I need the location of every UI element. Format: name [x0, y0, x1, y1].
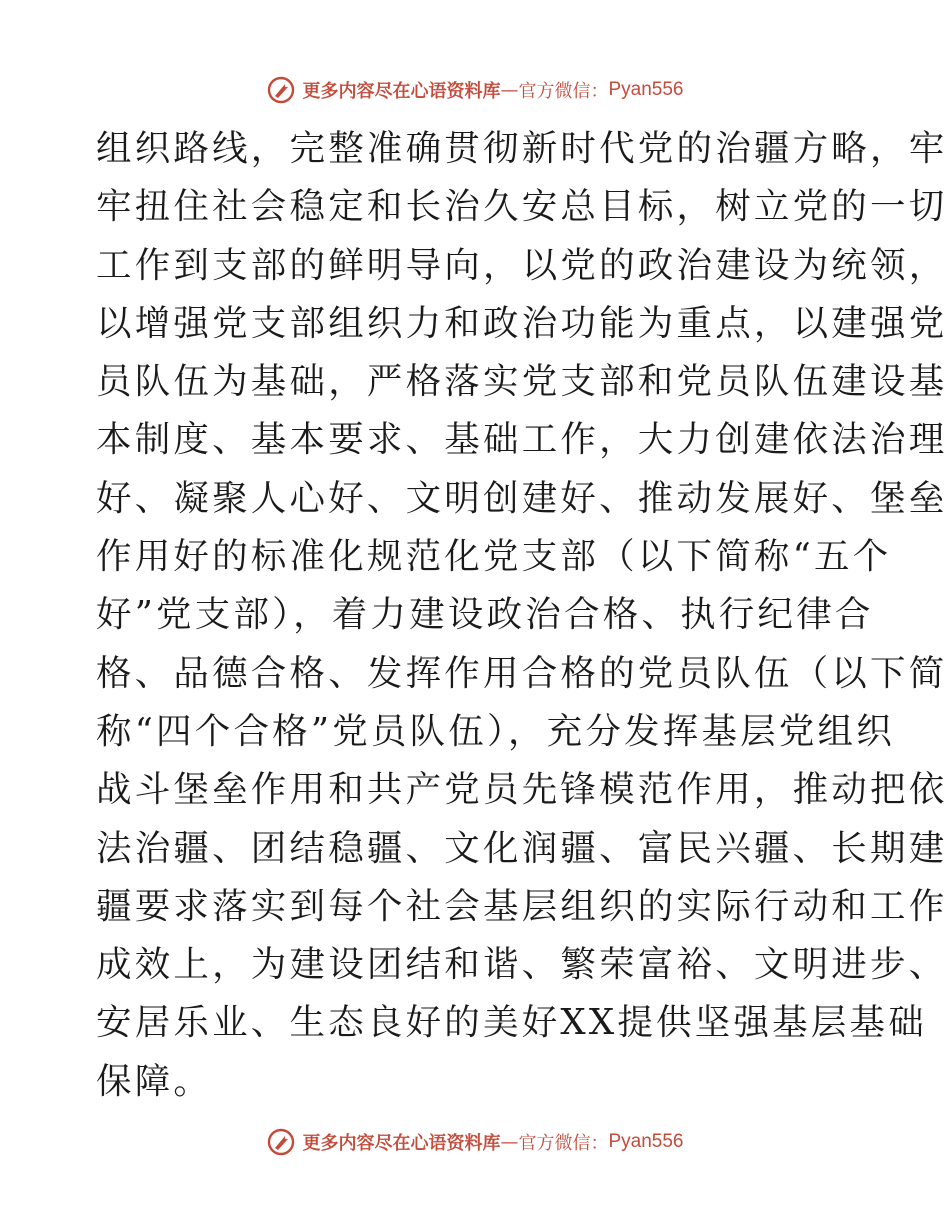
body-line: 好、凝聚人心好、文明创建好、推动发展好、堡垒 [96, 477, 948, 519]
body-line: 战斗堡垒作用和共产党员先锋模范作用，推动把依 [96, 769, 948, 811]
body-line: 作用好的标准化规范化党支部（以下简称“五个 [96, 536, 892, 578]
watermark-dash: — [500, 79, 519, 101]
body-line: 安居乐业、生态良好的美好XX提供坚强基层基础 [96, 1002, 927, 1044]
watermark-site-name: 更多内容尽在心语资料库 [302, 1133, 501, 1154]
body-line: 以增强党支部组织力和政治功能为重点，以建强党 [96, 302, 948, 344]
watermark-dash: — [500, 1131, 519, 1153]
footer-watermark [0, 1122, 950, 1162]
document-body [96, 120, 948, 1111]
body-line: 本制度、基本要求、基础工作，大力创建依法治理 [96, 419, 948, 461]
body-line: 称“四个合格”党员队伍），充分发挥基层党组织 [96, 710, 895, 752]
body-line: 法治疆、团结稳疆、文化润疆、富民兴疆、长期建 [96, 827, 948, 869]
watermark-wechat-label: 官方微信： [518, 81, 609, 102]
watermark-wechat-label: 官方微信： [518, 1133, 609, 1154]
body-line: 组织路线，完整准确贯彻新时代党的治疆方略，牢 [96, 128, 948, 169]
pen-nib-circle-icon [266, 1127, 296, 1157]
body-line: 员队伍为基础，严格落实党支部和党员队伍建设基 [96, 361, 948, 403]
body-line: 牢扭住社会稳定和长治久安总目标，树立党的一切 [96, 186, 948, 228]
body-line: 保障。 [96, 1060, 213, 1102]
watermark-site-name: 更多内容尽在心语资料库 [302, 81, 501, 102]
body-line: 好”党支部），着力建设政治合格、执行纪律合 [96, 594, 874, 636]
header-watermark [0, 70, 950, 110]
watermark-wechat-id: Pyan556 [608, 1131, 684, 1152]
body-line: 疆要求落实到每个社会基层组织的实际行动和工作 [96, 885, 948, 927]
body-line: 格、品德合格、发挥作用合格的党员队伍（以下简 [96, 652, 948, 694]
pen-nib-circle-icon [266, 75, 296, 105]
watermark-wechat-id: Pyan556 [608, 79, 684, 100]
body-line: 工作到支部的鲜明导向，以党的政治建设为统领， [96, 244, 948, 286]
body-line: 成效上，为建设团结和谐、繁荣富裕、文明进步、 [96, 944, 948, 986]
